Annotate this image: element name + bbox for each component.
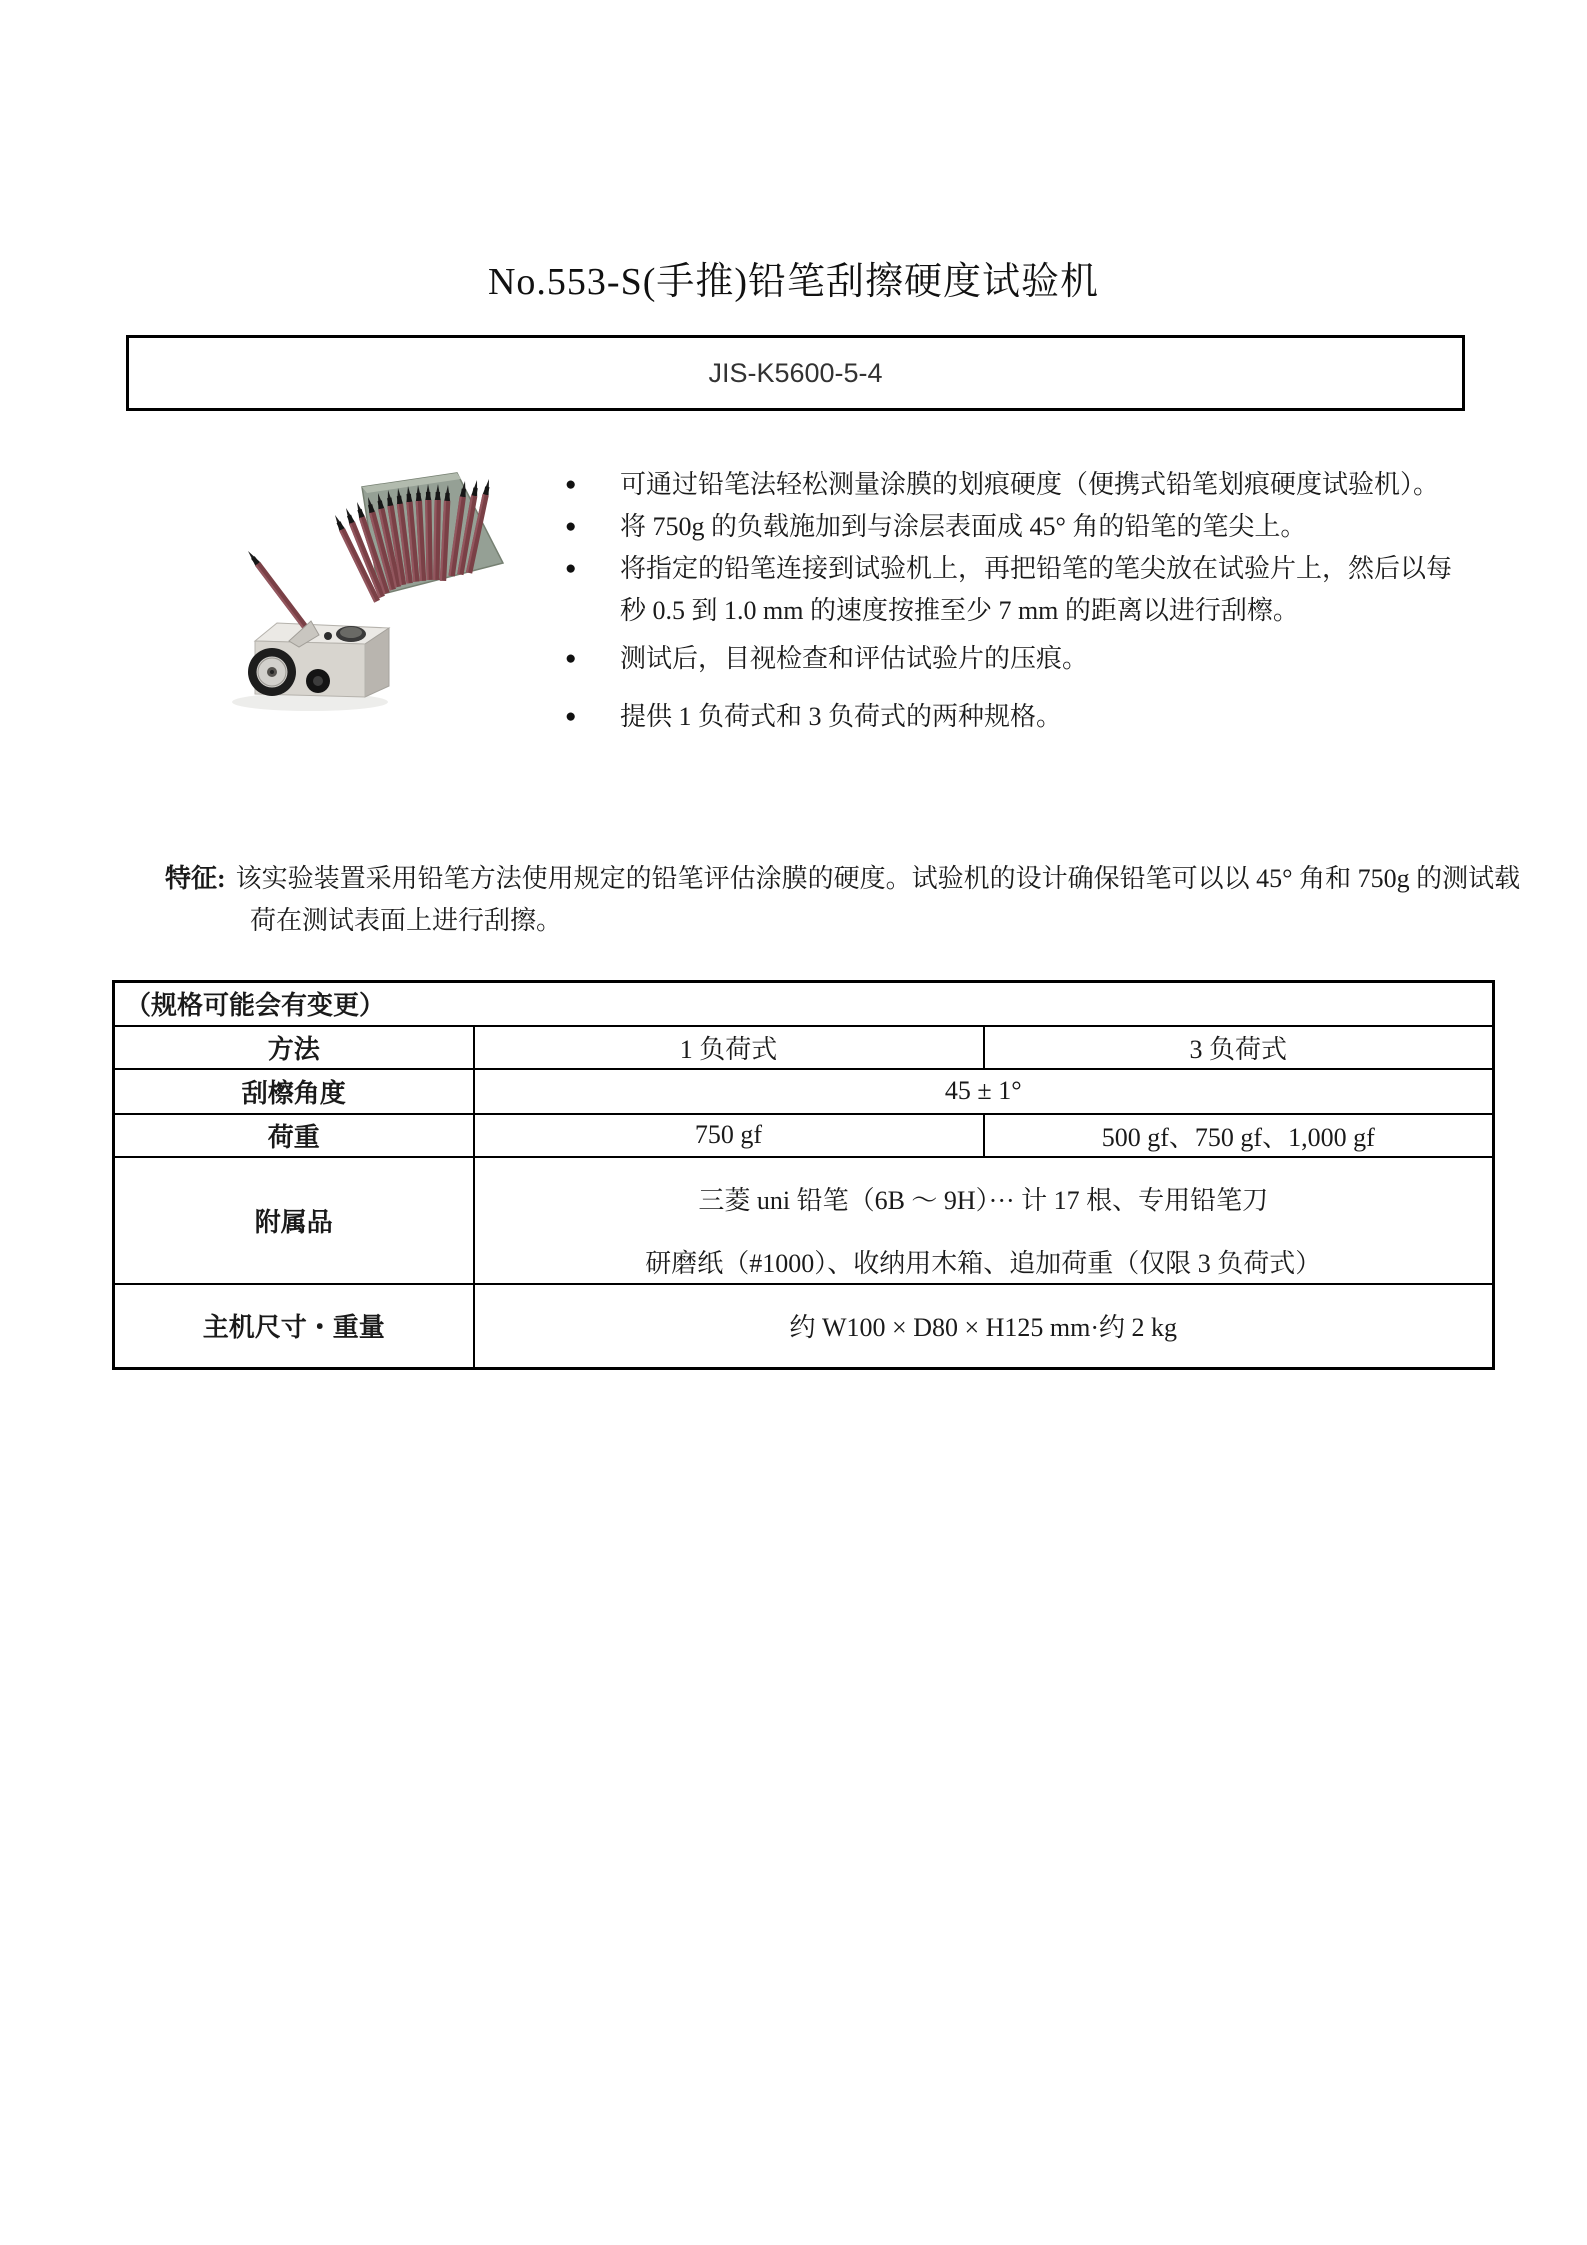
row-label-angle: 刮檫角度 xyxy=(114,1069,474,1114)
spec-note: （规格可能会有变更） xyxy=(114,982,1494,1026)
bullet-icon: ● xyxy=(565,516,577,537)
method-3load-value: 3 负荷式 xyxy=(984,1026,1494,1069)
features-label: 特征: xyxy=(165,864,226,893)
page-title: No.553-S(手推)铅笔刮擦硬度试验机 xyxy=(487,261,1100,303)
row-label-accessories: 附属品 xyxy=(114,1157,474,1284)
machine-pencil xyxy=(245,549,308,630)
row-label-load: 荷重 xyxy=(114,1114,474,1157)
bullet-text: 可通过铅笔法轻松测量涂膜的划痕硬度（便携式铅笔划痕硬度试验机）。 xyxy=(620,470,1440,499)
accessories-value xyxy=(474,1157,1494,1284)
bullet-item xyxy=(558,548,1470,632)
dimensions-value: 约 W100 × D80 × H125 mm·约 2 kg xyxy=(474,1284,1494,1369)
bullet-icon: ● xyxy=(565,558,577,579)
spec-table xyxy=(112,980,1495,1370)
accessories-line-1: 三菱 uni 铅笔（6B ～ 9H）··· 计 17 根、专用铅笔刀 xyxy=(698,1185,1269,1215)
bullet-item xyxy=(558,506,1470,548)
tester-machine xyxy=(245,549,389,697)
table-row xyxy=(114,1284,1494,1369)
bullet-item xyxy=(558,638,1470,680)
row-label-dimensions: 主机尺寸・重量 xyxy=(114,1284,474,1369)
bullet-text: 测试后，目视检查和评估试验片的压痕。 xyxy=(620,644,1089,673)
feature-bullet-list xyxy=(558,464,1470,738)
bullet-icon: ● xyxy=(565,648,577,669)
bullet-item xyxy=(558,464,1470,506)
machine-wheel xyxy=(248,648,296,696)
angle-value: 45 ± 1° xyxy=(474,1069,1494,1114)
bullet-text: 提供 1 负荷式和 3 负荷式的两种规格。 xyxy=(620,702,1063,731)
table-row xyxy=(114,1114,1494,1157)
bullet-text: 将指定的铅笔连接到试验机上，再把铅笔的笔尖放在试验片上，然后以每秒 0.5 到 1.0 mm 的速度按推至少 7 mm 的距离以进行刮檫。 xyxy=(620,554,1453,625)
table-row xyxy=(114,1157,1494,1284)
bullet-icon: ● xyxy=(565,706,577,727)
table-row xyxy=(114,982,1494,1026)
standard-code: JIS-K5600-5-4 xyxy=(708,357,883,388)
method-1load-value: 1 负荷式 xyxy=(474,1026,984,1069)
load-3load-value: 500 gf、750 gf、1,000 gf xyxy=(984,1114,1494,1157)
standard-box xyxy=(126,335,1465,411)
load-1load-value: 750 gf xyxy=(474,1114,984,1157)
row-label-method: 方法 xyxy=(114,1026,474,1069)
features-text: 该实验装置采用铅笔方法使用规定的铅笔评估涂膜的硬度。试验机的设计确保铅笔可以以 45° 角和 750g 的测试载荷在测试表面上进行刮擦。 xyxy=(235,864,1521,935)
table-row xyxy=(114,1026,1494,1069)
product-photo-illustration xyxy=(215,445,565,740)
features-paragraph xyxy=(165,858,1535,942)
machine-knob xyxy=(306,669,330,693)
bullet-icon: ● xyxy=(565,474,577,495)
accessories-line-2: 研磨纸（#1000）、收纳用木箱、追加荷重（仅限 3 负荷式） xyxy=(645,1248,1322,1278)
product-photo xyxy=(215,445,565,740)
table-row xyxy=(114,1069,1494,1114)
bullet-text: 将 750g 的负载施加到与涂层表面成 45° 角的铅笔的笔尖上。 xyxy=(620,512,1307,541)
bullet-item xyxy=(558,696,1470,738)
